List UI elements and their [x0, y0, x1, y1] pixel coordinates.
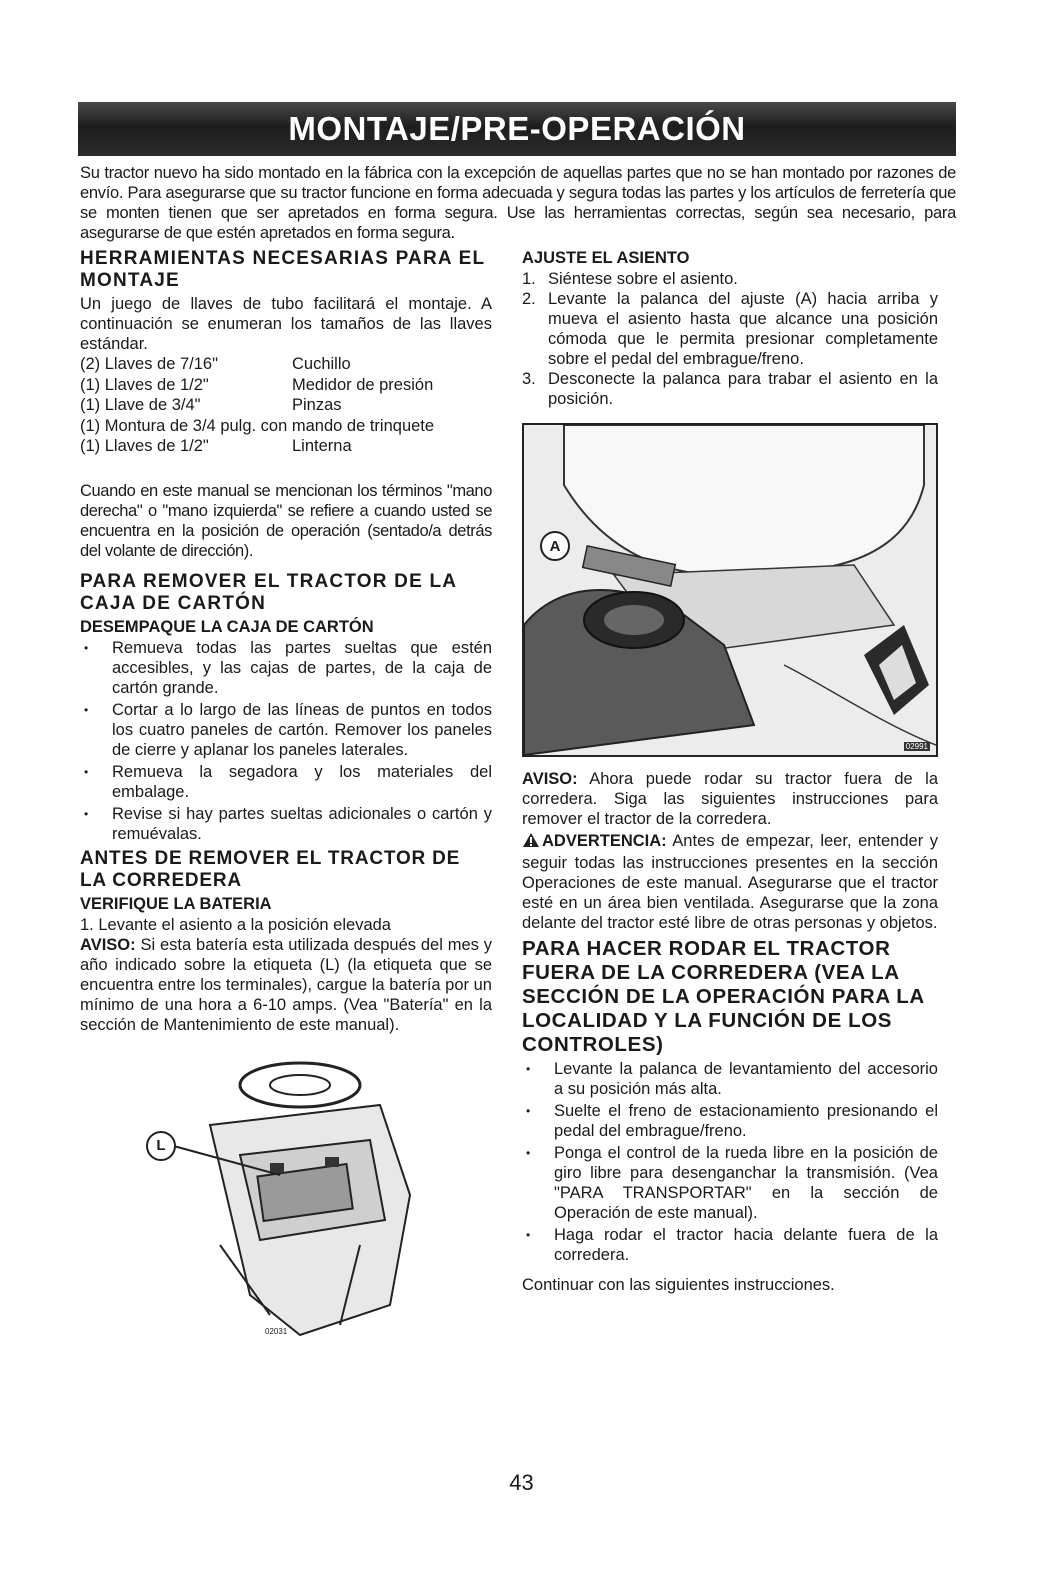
left-column — [80, 248, 492, 1345]
intro-paragraph: Su tractor nuevo ha sido montado en la fábrica con la excepción de aquellas partes que no se han montado por razones de envío. Para asegurarse que su tractor funcione en forma adecuada y segura todas las partes y los artículos de ferretería que se monten tienen que ser apretados en forma segura. Use las herramientas correctas, según sea necesario, para asegurarse de que estén apretados en forma segura. — [80, 164, 956, 242]
tool-name: Pinzas — [292, 396, 342, 414]
tool-row — [80, 395, 492, 416]
tool-name: (2) Llaves de 7/16" — [80, 355, 218, 373]
step-text: Levante la palanca del ajuste (A) hacia arriba y mueva el asiento hasta que alcance una posición cómoda que le permita presionar completamente sobre el pedal del embrague/freno. — [548, 290, 938, 368]
warning-label: ADVERTENCIA: — [542, 832, 667, 850]
unpack-heading: DESEMPAQUE LA CAJA DE CARTÓN — [80, 617, 374, 636]
continue-text: Continuar con las siguientes instrucciones. — [522, 1276, 835, 1294]
battery-illustration — [140, 1045, 440, 1345]
step-text: Desconecte la palanca para trabar el asiento en la posición. — [548, 370, 938, 408]
list-item: • Remueva la segadora y los materiales del embalage. — [80, 762, 492, 802]
figure-code: 02031 — [265, 1326, 288, 1336]
warning-paragraph — [522, 831, 938, 933]
unpack-list — [80, 638, 492, 844]
section-title: MONTAJE/PRE-OPERACIÓN — [288, 110, 746, 147]
seat-steps — [522, 269, 938, 409]
step-text: Siéntese sobre el asiento. — [548, 270, 738, 288]
tool-name: (1) Llaves de 1/2" — [80, 437, 209, 455]
callout-A: A — [540, 531, 570, 561]
tools-list — [80, 354, 492, 457]
notice-paragraph — [522, 769, 938, 829]
list-item — [522, 289, 938, 369]
roll-list — [522, 1059, 938, 1265]
hands-paragraph: Cuando en este manual se mencionan los términos "mano derecha" o "mano izquierda" se refiere a cuando usted se encuentra en la posición de operación (sentado/a detrás del volante de dirección). — [80, 481, 492, 560]
tool-name: (1) Llaves de 1/2" — [80, 375, 209, 394]
notice-text: Ahora puede rodar su tractor fuera de la corredera. Siga las siguientes instrucciones para remover el tractor de la corredera. — [522, 770, 938, 828]
list-item: • Suelte el freno de estacionamiento presionando el pedal del embrague/freno. — [522, 1101, 938, 1141]
list-item — [522, 269, 938, 289]
notice-text: Si esta batería esta utilizada después del mes y año indicado sobre la etiqueta (L) (la etiqueta que se encuentra entre los terminales), cargue la batería por un mínimo de una hora a 6-10 amps. (Vea "Batería" en la sección de Mantenimiento de este manual). — [80, 935, 492, 1034]
figure-code: 02991 — [905, 742, 928, 751]
battery-step: 1. Levante el asiento a la posición elevada — [80, 915, 391, 934]
page-number: 43 — [509, 1470, 534, 1495]
warning-text: Antes de empezar, leer, entender y seguir todas las instrucciones presentes en la sección Operaciones de este manual. Asegurarse que el tractor esté en un área bien ventilada. Asegurarse que la zona delante del tractor esté libre de otras personas y objetos. — [522, 832, 938, 932]
list-item: • Haga rodar el tractor hacia delante fuera de la corredera. — [522, 1225, 938, 1265]
tool-row — [80, 375, 492, 396]
tool-row — [80, 436, 492, 457]
seat-figure — [522, 423, 938, 757]
remove-heading: PARA REMOVER EL TRACTOR DE LA CAJA DE CARTÓN — [80, 570, 457, 614]
before-heading: ANTES DE REMOVER EL TRACTOR DE LA CORREDERA — [80, 847, 461, 891]
section-banner — [78, 102, 956, 156]
warning-icon — [522, 832, 542, 853]
tool-name: Medidor de presión — [292, 375, 434, 394]
step-number: 2. — [522, 290, 536, 308]
list-item: • Ponga el control de la rueda libre en la posición de giro libre para desenganchar la transmisión. (Vea "PARA TRANSPORTAR" en la sección de Operación de este manual). — [522, 1143, 938, 1223]
tool-name: Cuchillo — [292, 355, 351, 373]
tool-name: Linterna — [292, 437, 352, 455]
tool-row — [80, 416, 492, 437]
list-item: • Levante la palanca de levantamiento del accesorio a su posición más alta. — [522, 1059, 938, 1099]
notice-label: AVISO: — [80, 935, 136, 954]
tool-row — [80, 354, 492, 375]
list-item: • Cortar a lo largo de las líneas de puntos en todos los cuatro paneles de cartón. Remover los paneles de cierre y aplanar los paneles laterales. — [80, 700, 492, 760]
notice-label: AVISO: — [522, 770, 578, 788]
step-number: 3. — [522, 370, 536, 388]
list-item: • Revise si hay partes sueltas adicionales o cartón y remuévalas. — [80, 804, 492, 844]
battery-heading: VERIFIQUE LA BATERIA — [80, 894, 272, 913]
tools-intro: Un juego de llaves de tubo facilitará el montaje. A continuación se enumeran los tamaños de las llaves estándar. — [80, 295, 492, 353]
battery-notice — [80, 935, 492, 1035]
battery-figure — [140, 1045, 440, 1345]
callout-L: L — [146, 1131, 176, 1161]
tools-heading: HERRAMIENTAS NECESARIAS PARA EL MONTAJE — [80, 248, 485, 291]
tool-name: (1) Llave de 3/4" — [80, 396, 201, 414]
step-number: 1. — [522, 270, 536, 288]
roll-heading: PARA HACER RODAR EL TRACTOR FUERA DE LA CORREDERA (VEA LA SECCIÓN DE LA OPERACIÓN PARA LA LOCALIDAD Y LA FUNCIÓN DE LOS CONTROLES) — [522, 937, 925, 1056]
right-column — [522, 248, 938, 1295]
seat-illustration — [524, 425, 936, 755]
list-item: • Remueva todas las partes sueltas que estén accesibles, y las cajas de partes, de la caja de cartón grande. — [80, 638, 492, 698]
list-item — [522, 369, 938, 409]
tool-name: (1) Montura de 3/4 pulg. con mando de trinquete — [80, 416, 435, 435]
seat-heading: AJUSTE EL ASIENTO — [522, 249, 690, 267]
